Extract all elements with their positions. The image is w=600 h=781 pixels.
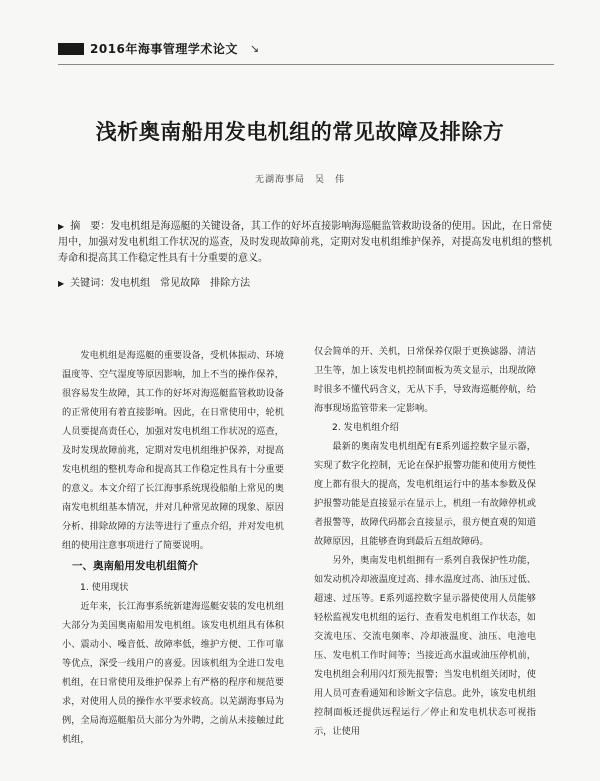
keyword: 排除方法 <box>210 278 251 289</box>
abstract-text: 摘 要：发电机组是海巡艇的关键设备，其工作的好坏直接影响海巡艇监管救助设备的使用。因此，在日常使用中，加强对发电机组工作状况的巡查，及时发现故障前兆，定期对发电机组维护保养，对提高发电机组的整机寿命和提高其工作稳定性具有十分重要的意义。 <box>58 221 553 264</box>
paragraph: 近年来，长江海事系统新建海巡艇安装的发电机组大部分为美国奥南船用发电机组。该发电机组具有体积小、震动小、噪音低、故障率低，维护方便、工作可靠等优点，深受一线用户的喜爱。因该机组为全进口发电机组，在日常使用及维护保养上有严格的程序和规范要求，对使用人员的操作水平要求较高。以芜湖海事局为例，全局海巡艇船员大部分为外聘，之前从未接触过此机组， <box>62 601 284 745</box>
keyword: 发电机组 <box>110 278 151 289</box>
abstract <box>58 219 552 267</box>
header-block-decoration <box>58 43 84 55</box>
article-title: 浅析奥南船用发电机组的常见故障及排除方 <box>95 120 505 144</box>
keyword: 常见故障 <box>160 278 201 289</box>
header-arrow-icon: ↘ <box>249 42 260 55</box>
keywords <box>58 276 552 292</box>
paragraph: 最新的奥南发电机组配有E系列遥控数字显示器，实现了数字化控制，无论在保护报警功能和使用方便性度上都有很大的提高，发电机组运行中的基本参数及保护报警功能是直接显示在显示上，机组一有故障停机或者报警等，故障代码都会直接显示，很方便直观的知道故障原因，且能够查询到最后五组故障码。 <box>314 441 536 547</box>
keywords-marker-icon: ▶ <box>58 279 65 288</box>
left-column <box>62 346 284 781</box>
paragraph: 发电机组是海巡艇的重要设备，受机体振动、环境温度等、空气湿度等原因影响，加上不当的操作保养，很容易发生故障，其工作的好坏对海巡艇监管救助设备的正常使用有着直接影响。因此，在日常使用中，轮机人员要提高责任心，加强对发电机组工作状况的巡查，及时发现故障前兆，定期对发电机组维护保养，对提高发电机组的整机寿命和提高其工作稳定性具有十分重要的意义。本文介绍了长江海事系统现役船舶上常见的奥南发电机组基本情况，并对几种常见故障的现象、原因分析、排除故障的方法等进行了重点介绍，并对发电机组的使用注意事项进行了简要说明。 <box>62 350 284 551</box>
paragraph: 另外，奥南发电机组拥有一系列自我保护性功能，如发动机冷却液温度过高、排水温度过高、油压过低、超速、过压等。E系列遥控数字显示器使使用人员能够轻松监视发电机组的运行、查看发电机组工作状态，如交流电压、交流电频率、冷却液温度、油压、电池电压、发电机工作时间等；当接近高水温或油压停机前，发电机组会利用闪灯预先报警；当发电机组关闭时，使用人员可查看通知和诊断文字信息。此外，该发电机组控制面板还提供远程运行／停止和发电机状态可视指示，让使用 <box>314 555 536 737</box>
subsection-heading: 1. 使用现状 <box>80 582 129 593</box>
right-column <box>314 342 536 777</box>
subsection-heading: 2. 发电机组介绍 <box>332 422 399 433</box>
keywords-label: 关键词： <box>70 278 111 289</box>
article-author: 无湖海事局 吴 伟 <box>254 175 345 185</box>
abstract-marker-icon: ▶ <box>58 222 65 231</box>
section-heading: 一、奥南船用发电机组简介 <box>72 560 198 572</box>
paragraph: 仅会简单的开、关机，日常保养仅限于更换滤器、清洁卫生等，加上该发电机控制面板为英文显示，出现故障时很多不懂代码含义，无从下手，导致海巡艇停航，给海事现场监管带来一定影响。 <box>314 346 536 414</box>
header-divider <box>58 64 554 65</box>
journal-title: 2016年海事管理学术论文 <box>90 42 238 56</box>
running-header <box>58 40 259 57</box>
